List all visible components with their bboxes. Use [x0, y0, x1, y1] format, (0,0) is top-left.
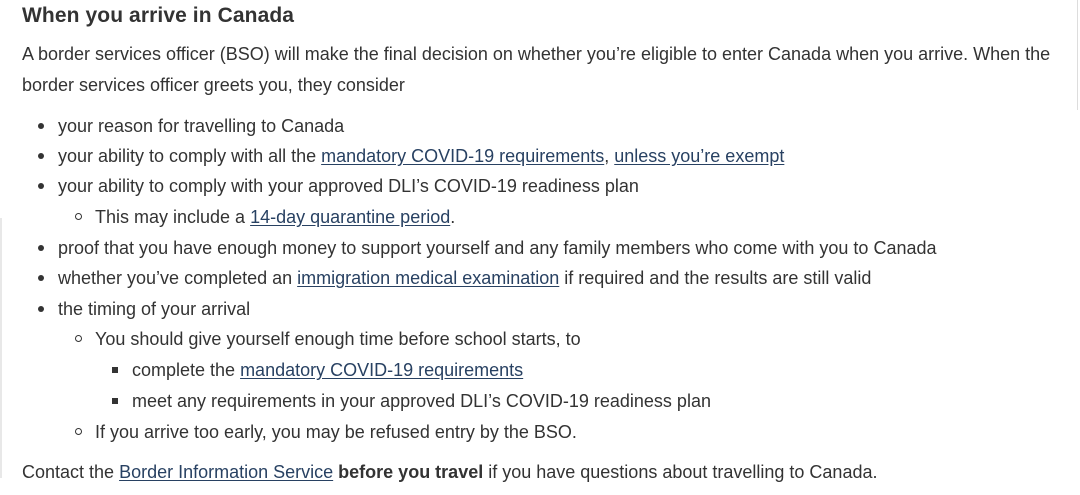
list-item-text: the timing of your arrival [58, 299, 251, 319]
contact-text: Contact the [22, 462, 120, 482]
disc-bullet-icon [38, 183, 44, 189]
border-information-service-link[interactable]: Border Information Service [119, 462, 334, 482]
contact-paragraph [22, 457, 877, 488]
list-item-text: You should give yourself enough time before school starts, to [95, 329, 581, 349]
list-item-text: if required and the results are still valid [559, 268, 872, 288]
contact-text: if you have questions about travelling to Canada. [483, 462, 878, 482]
list-item-text: proof that you have enough money to support yourself and any family members who come with you to Canada [58, 238, 937, 258]
list-item-text: complete the [132, 360, 241, 380]
immigration-medical-exam-link[interactable]: immigration medical examination [297, 268, 560, 288]
list-item [58, 263, 871, 293]
square-bullet-icon [112, 398, 118, 404]
section-heading: When you arrive in Canada [22, 4, 295, 27]
list-item [58, 111, 344, 141]
list-item-text: your ability to comply with your approved DLI’s COVID-19 readiness plan [58, 176, 639, 196]
square-bullet-icon [112, 367, 118, 373]
list-item [58, 294, 250, 324]
sub-sub-list-item [132, 355, 523, 385]
sub-list-item [95, 417, 577, 447]
sub-list-item [95, 202, 455, 232]
left-border-rule [0, 218, 2, 478]
circle-bullet-icon [75, 335, 82, 342]
disc-bullet-icon [38, 153, 44, 159]
circle-bullet-icon [75, 428, 82, 435]
intro-paragraph: A border services officer (BSO) will make the final decision on whether you’re eligible to enter Canada when you arrive. When the border services officer greets you, they consider [22, 44, 1051, 95]
disc-bullet-icon [38, 123, 44, 129]
unless-exempt-link[interactable]: unless you’re exempt [614, 146, 785, 166]
sub-list-item [95, 324, 581, 354]
disc-bullet-icon [38, 275, 44, 281]
circle-bullet-icon [75, 213, 82, 220]
list-item-text: whether you’ve completed an [58, 268, 298, 288]
quarantine-period-link[interactable]: 14-day quarantine period [250, 207, 451, 227]
disc-bullet-icon [38, 306, 44, 312]
list-item-text: your reason for travelling to Canada [58, 116, 345, 136]
disc-bullet-icon [38, 245, 44, 251]
mandatory-covid-requirements-link[interactable]: mandatory COVID-19 requirements [321, 146, 605, 166]
list-item-text: meet any requirements in your approved DLI’s COVID-19 readiness plan [132, 391, 711, 411]
list-item-text: This may include a [95, 207, 251, 227]
list-item-text: . [450, 207, 456, 227]
list-item [58, 171, 639, 201]
mandatory-covid-requirements-link-2[interactable]: mandatory COVID-19 requirements [240, 360, 524, 380]
list-item-text: If you arrive too early, you may be refused entry by the BSO. [95, 422, 577, 442]
list-item [58, 233, 937, 263]
list-item-text: , [604, 146, 615, 166]
list-item-text: your ability to comply with all the [58, 146, 322, 166]
sub-sub-list-item [132, 386, 711, 416]
right-border-rule [1077, 0, 1078, 110]
before-you-travel-emphasis: before you travel [338, 462, 484, 482]
list-item [58, 141, 784, 171]
